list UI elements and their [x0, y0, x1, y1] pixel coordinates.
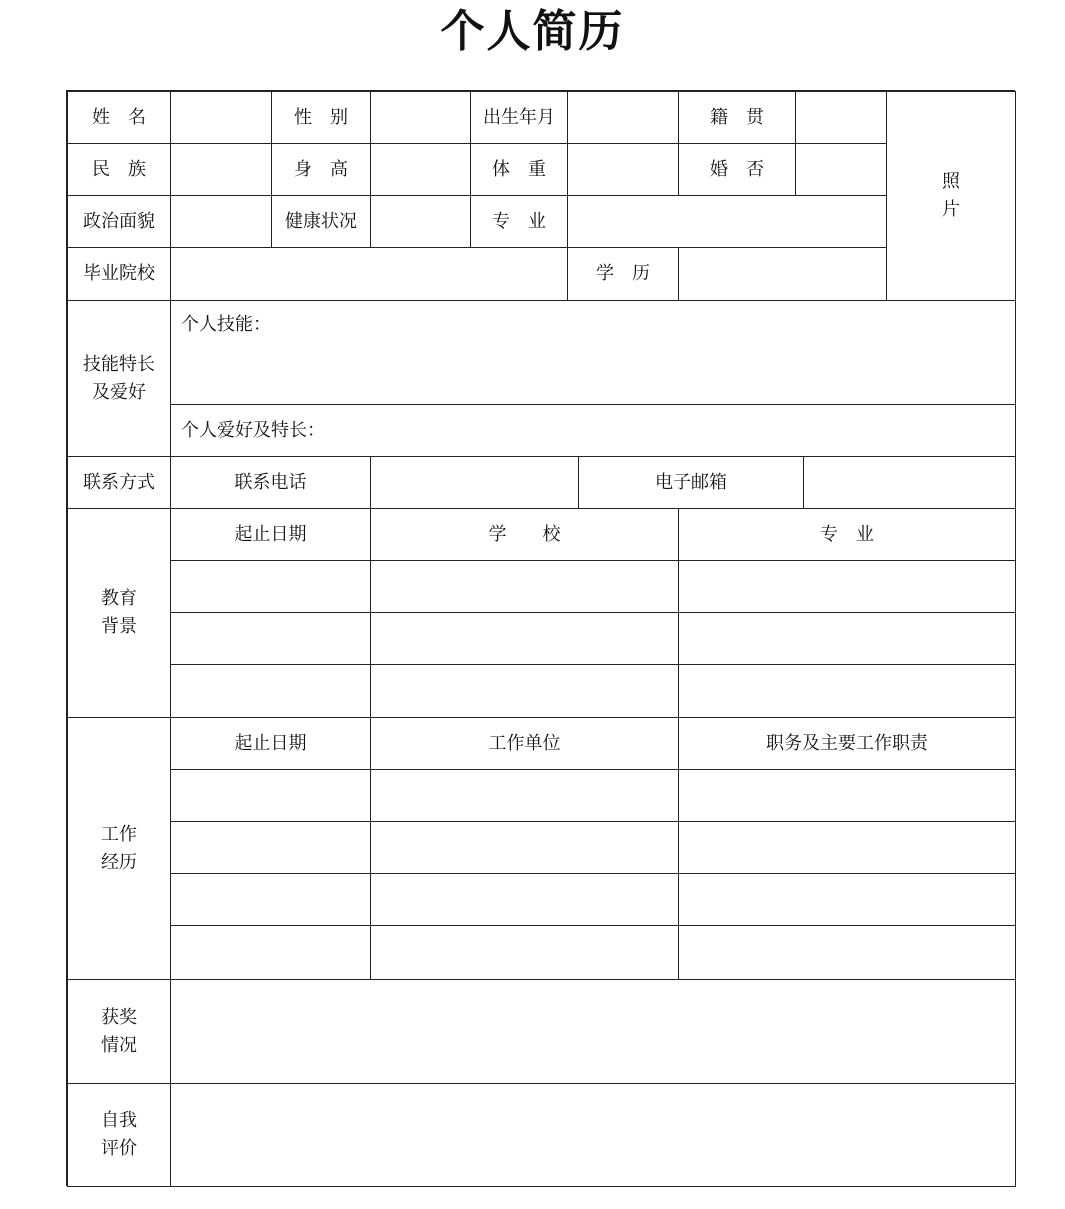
work-section-label	[67, 717, 171, 980]
health-label: 健康状况	[271, 195, 371, 248]
edu-row-2-school[interactable]	[370, 612, 679, 665]
name-label: 姓 名	[67, 91, 171, 144]
major-field[interactable]	[567, 195, 887, 248]
work-header-employer: 工作单位	[370, 717, 679, 770]
phone-label: 联系电话	[170, 456, 371, 509]
photo-label-line1: 照	[942, 171, 960, 192]
political-label: 政治面貌	[67, 195, 171, 248]
weight-label: 体 重	[470, 143, 568, 196]
work-label-line1: 工作	[101, 823, 137, 845]
native-place-field[interactable]	[795, 91, 887, 144]
edu-row-3-school[interactable]	[370, 664, 679, 718]
edu-row-1-major[interactable]	[678, 560, 1016, 613]
work-row-4-dates[interactable]	[170, 925, 371, 980]
weight-field[interactable]	[567, 143, 679, 196]
edu-row-1-school[interactable]	[370, 560, 679, 613]
work-header-dates: 起止日期	[170, 717, 371, 770]
major-label: 专 业	[470, 195, 568, 248]
self-eval-section-label	[67, 1083, 171, 1187]
degree-label: 学 历	[567, 247, 679, 301]
education-label-line1: 教育	[101, 588, 137, 609]
work-label-line2: 经历	[101, 851, 137, 873]
edu-row-2-dates[interactable]	[170, 612, 371, 665]
school-field[interactable]	[170, 247, 568, 301]
self-eval-label-line2: 评价	[101, 1138, 137, 1159]
email-label: 电子邮箱	[578, 456, 804, 509]
work-row-2-dates[interactable]	[170, 821, 371, 874]
photo-label-line2: 片	[942, 199, 960, 220]
ethnic-field[interactable]	[170, 143, 272, 196]
ethnic-label: 民 族	[67, 143, 171, 196]
self-eval-label-line1: 自我	[101, 1110, 137, 1131]
work-header-duties: 职务及主要工作职责	[678, 717, 1016, 770]
work-row-3-employer[interactable]	[370, 873, 679, 926]
work-row-3-dates[interactable]	[170, 873, 371, 926]
skills-field[interactable]	[170, 300, 1016, 405]
work-row-1-employer[interactable]	[370, 769, 679, 822]
native-place-label: 籍 贯	[678, 91, 796, 144]
edu-row-3-major[interactable]	[678, 664, 1016, 718]
work-row-3-duties[interactable]	[678, 873, 1016, 926]
skills-section-label	[67, 300, 171, 457]
political-field[interactable]	[170, 195, 272, 248]
birth-label: 出生年月	[470, 91, 568, 144]
awards-label-line1: 获奖	[101, 1006, 137, 1028]
phone-field[interactable]	[370, 456, 579, 509]
work-row-4-duties[interactable]	[678, 925, 1016, 980]
hobbies-prompt: 个人爱好及特长：	[181, 420, 325, 441]
awards-label-line2: 情况	[101, 1034, 137, 1056]
self-eval-field[interactable]	[170, 1083, 1016, 1187]
work-row-1-dates[interactable]	[170, 769, 371, 822]
resume-form	[66, 90, 1015, 1186]
education-label-line2: 背景	[101, 616, 137, 637]
work-row-4-employer[interactable]	[370, 925, 679, 980]
name-field[interactable]	[170, 91, 272, 144]
height-field[interactable]	[370, 143, 471, 196]
page-title: 个人简历	[440, 6, 625, 57]
birth-field[interactable]	[567, 91, 679, 144]
edu-row-2-major[interactable]	[678, 612, 1016, 665]
edu-header-major: 专 业	[678, 508, 1016, 561]
work-row-2-duties[interactable]	[678, 821, 1016, 874]
photo-box[interactable]	[886, 91, 1016, 301]
skills-label-line2: 及爱好	[92, 381, 146, 403]
marital-label: 婚 否	[678, 143, 796, 196]
hobbies-field[interactable]	[170, 404, 1016, 457]
education-section-label	[67, 508, 171, 718]
marital-field[interactable]	[795, 143, 887, 196]
skills-prompt: 个人技能：	[181, 314, 271, 335]
health-field[interactable]	[370, 195, 471, 248]
edu-row-3-dates[interactable]	[170, 664, 371, 718]
gender-label: 性 别	[271, 91, 371, 144]
degree-field[interactable]	[678, 247, 887, 301]
edu-header-dates: 起止日期	[170, 508, 371, 561]
work-row-2-employer[interactable]	[370, 821, 679, 874]
edu-header-school: 学 校	[370, 508, 679, 561]
awards-section-label	[67, 979, 171, 1084]
awards-field[interactable]	[170, 979, 1016, 1084]
email-field[interactable]	[803, 456, 1016, 509]
contact-label: 联系方式	[67, 456, 171, 509]
skills-label-line1: 技能特长	[83, 353, 155, 375]
school-label: 毕业院校	[67, 247, 171, 301]
work-row-1-duties[interactable]	[678, 769, 1016, 822]
height-label: 身 高	[271, 143, 371, 196]
edu-row-1-dates[interactable]	[170, 560, 371, 613]
gender-field[interactable]	[370, 91, 471, 144]
